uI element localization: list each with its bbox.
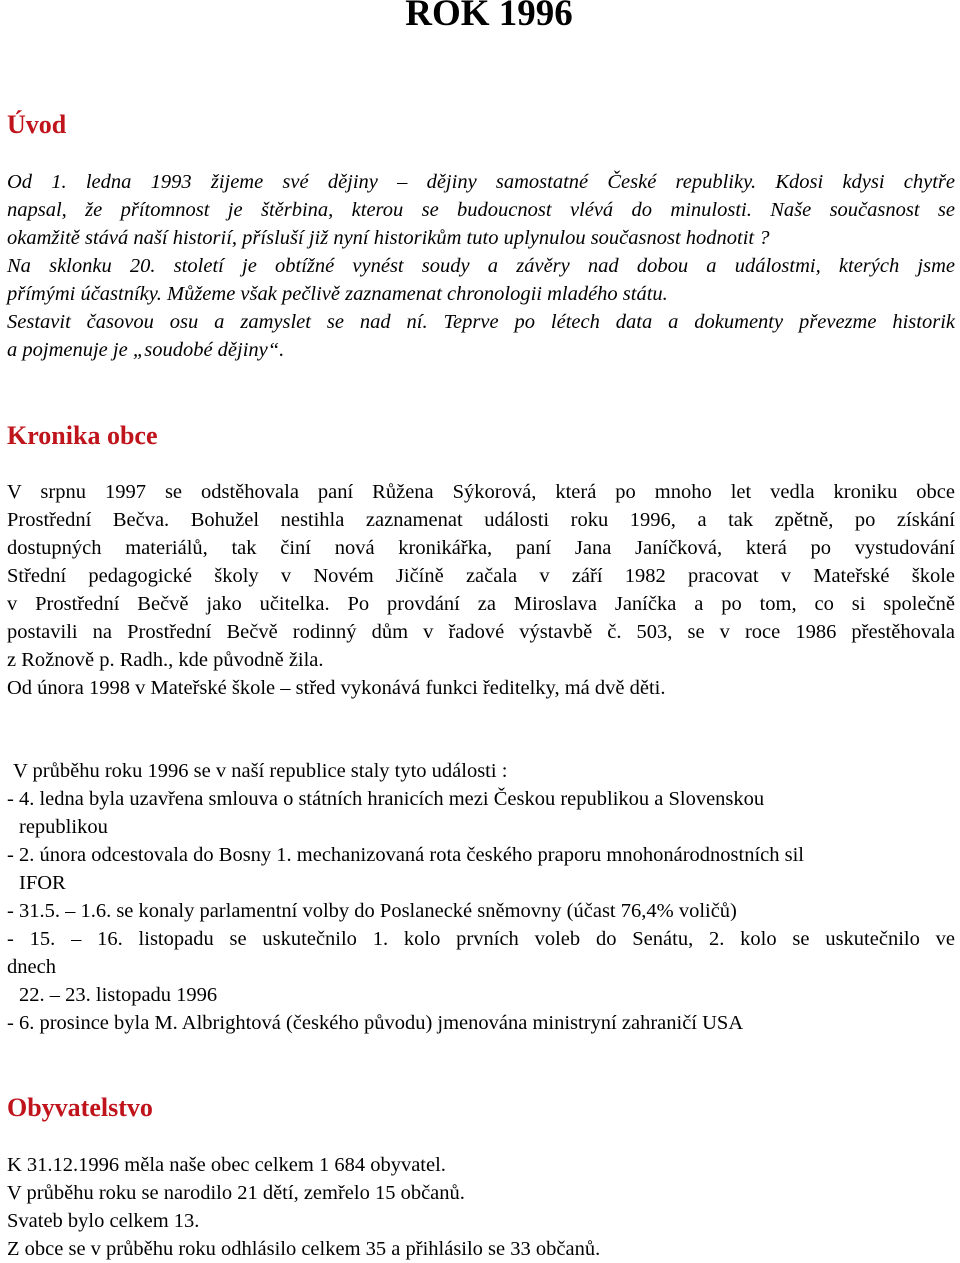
obyvatelstvo-line: V průběhu roku se narodilo 21 dětí, zemřelo 15 občanů. [7, 1182, 465, 1204]
uvod-line: Od 1. ledna 1993 žijeme své dějiny – dějiny samostatné České republiky. Kdosi kdysi chytře [7, 171, 955, 193]
event-line: - 15. – 16. listopadu se uskutečnilo 1. kolo prvních voleb do Senátu, 2. kolo se uskutečnilo ve [7, 928, 955, 950]
kronika-line: V srpnu 1997 se odstěhovala paní Růžena Sýkorová, která po mnoho let vedla kroniku obce [7, 481, 955, 503]
uvod-line: Sestavit časovou osu a zamyslet se nad ní. Teprve po létech data a dokumenty převezme historik [7, 311, 955, 333]
kronika-line: postavili na Prostřední Bečvě rodinný dům v řadové výstavbě č. 503, se v roce 1986 přestěhovala [7, 621, 955, 643]
kronika-line: Prostřední Bečva. Bohužel nestihla zaznamenat události roku 1996, a tak zpětně, po získání [7, 509, 955, 531]
kronika-line: v Prostřední Bečvě jako učitelka. Po provdání za Miroslava Janíčka a po tom, co si společně [7, 593, 955, 615]
event-line: - 6. prosince byla M. Albrightová (českého původu) jmenována ministryní zahraničí USA [7, 1012, 744, 1034]
event-line: - 2. února odcestovala do Bosny 1. mechanizovaná rota českého praporu mnohonárodnostních sil [7, 844, 805, 866]
event-line: - 4. ledna byla uzavřena smlouva o státních hranicích mezi Českou republikou a Slovenskou [7, 788, 765, 810]
list-item [7, 925, 955, 1009]
heading-obyvatelstvo: Obyvatelstvo [7, 1093, 153, 1122]
uvod-line: přímými účastníky. Můžeme však pečlivě zaznamenat chronologii mladého státu. [7, 283, 668, 305]
list-item [7, 1009, 955, 1037]
uvod-line: okamžitě stává naší historií, přísluší již nyní historikům tuto uplynulou současnost hodnotit ? [7, 227, 770, 249]
kronika-line: Od února 1998 v Mateřské škole – střed vykonává funkci ředitelky, má dvě děti. [7, 677, 666, 699]
list-item [7, 785, 955, 841]
obyvatelstvo-line: K 31.12.1996 měla naše obec celkem 1 684 obyvatel. [7, 1154, 446, 1176]
events-intro [7, 757, 955, 785]
uvod-line: a pojmenuje je „soudobé dějiny“. [7, 339, 285, 361]
obyvatelstvo-line: Svateb bylo celkem 13. [7, 1210, 200, 1232]
event-line: - 31.5. – 1.6. se konaly parlamentní volby do Poslanecké sněmovny (účast 76,4% voličů) [7, 900, 737, 922]
events-list [7, 785, 955, 1037]
kronika-line: Střední pedagogické školy v Novém Jičíně začala v září 1982 pracovat v Mateřské škole [7, 565, 955, 587]
paragraph-kronika [7, 478, 955, 702]
heading-uvod: Úvod [7, 110, 67, 139]
uvod-line: Na sklonku 20. století je obtížné vynést soudy a závěry nad dobou a událostmi, kterých jsme [7, 255, 955, 277]
event-line: 22. – 23. listopadu 1996 [19, 984, 218, 1006]
heading-kronika: Kronika obce [7, 421, 158, 450]
page-title: ROK 1996 [405, 0, 573, 34]
event-line: IFOR [19, 872, 66, 894]
paragraph-obyvatelstvo [7, 1151, 955, 1263]
obyvatelstvo-line: Z obce se v průběhu roku odhlásilo celkem 35 a přihlásilo se 33 občanů. [7, 1238, 601, 1260]
uvod-line: napsal, že přítomnost je štěrbina, kterou se budoucnost vlévá do minulosti. Naše současnost se [7, 199, 955, 221]
list-item [7, 841, 955, 897]
events-intro-text: V průběhu roku 1996 se v naší republice staly tyto události : [13, 760, 508, 782]
event-line: dnech [7, 956, 56, 978]
list-item [7, 897, 955, 925]
event-line: republikou [19, 816, 108, 838]
kronika-line: z Rožnově p. Radh., kde původně žila. [7, 649, 324, 671]
kronika-line: dostupných materiálů, tak činí nová kronikářka, paní Jana Janíčková, která po vystudování [7, 537, 955, 559]
paragraph-uvod [7, 168, 955, 364]
